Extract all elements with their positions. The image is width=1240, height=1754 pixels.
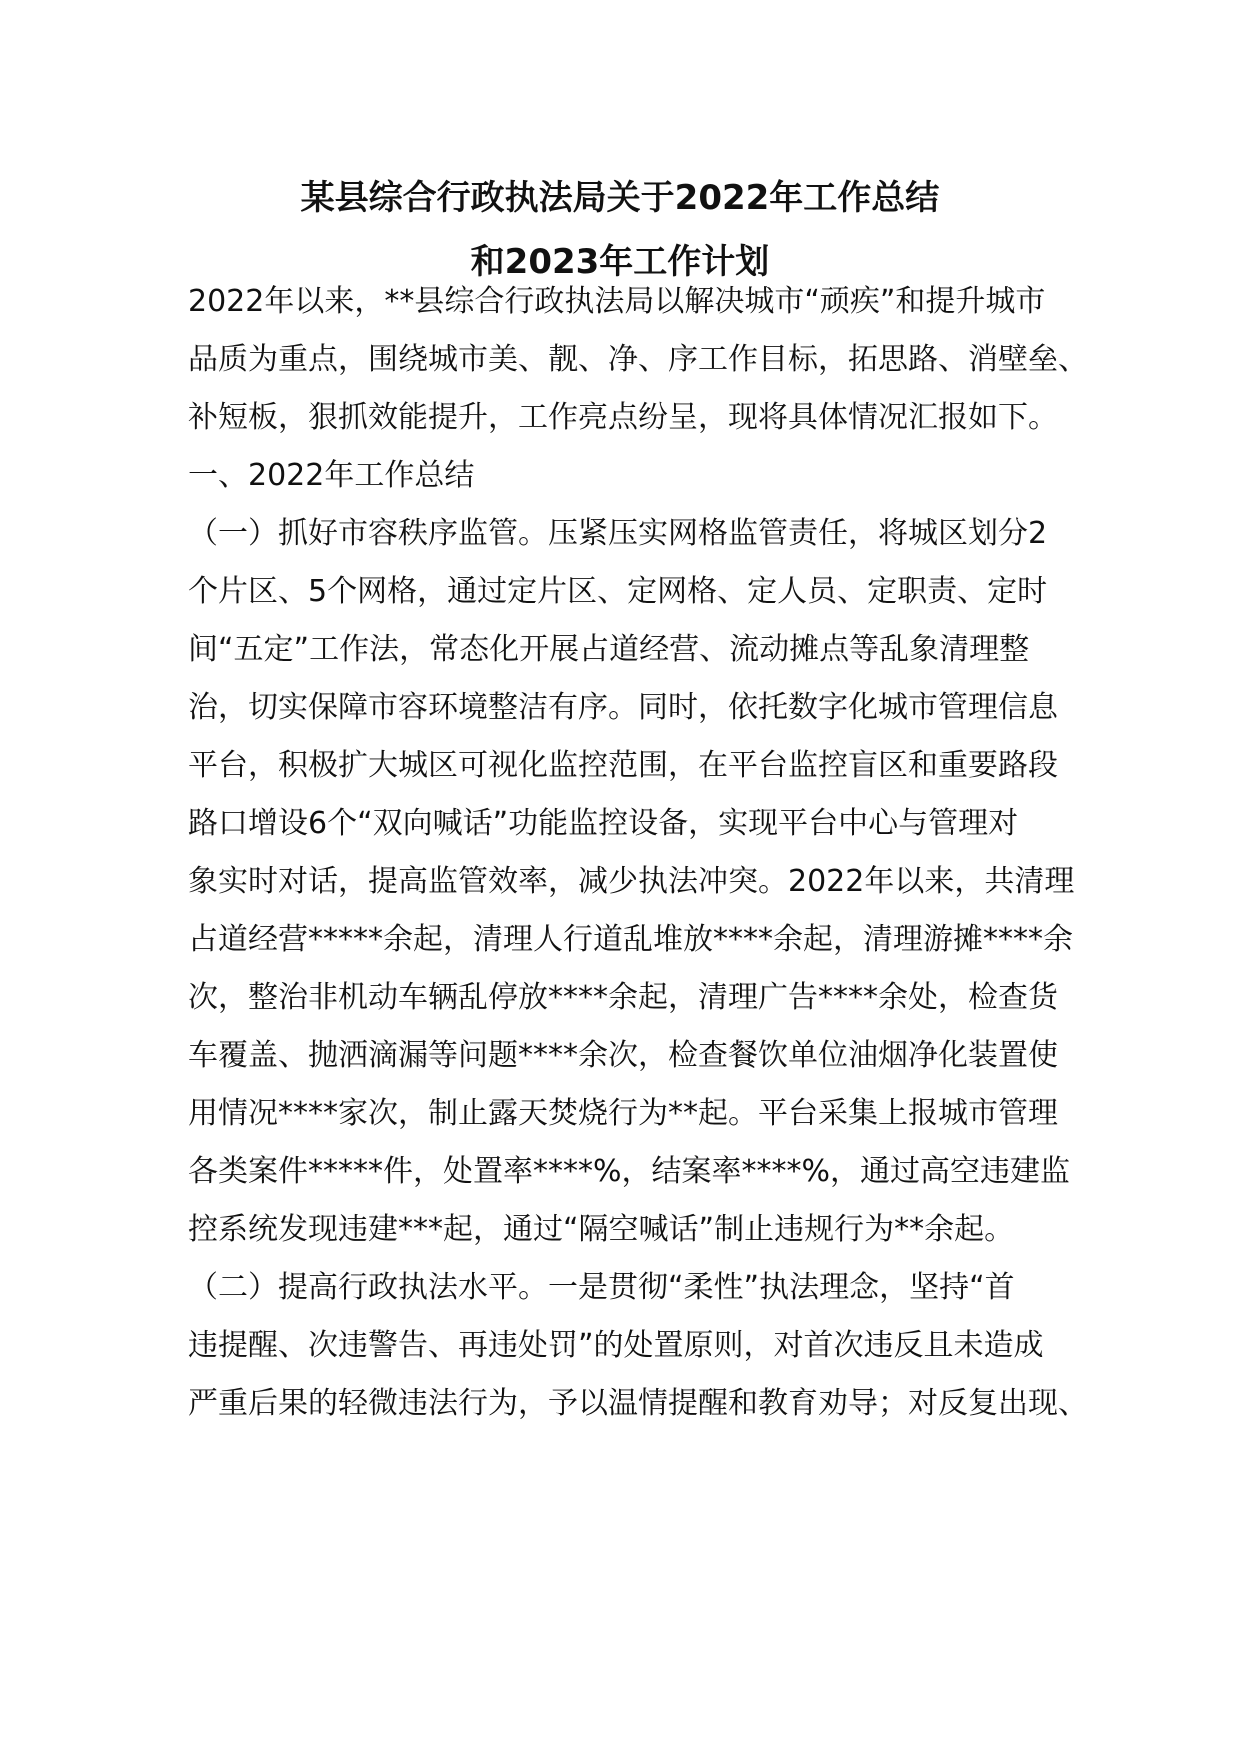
document-title-line-2: 和2023年工作计划 — [470, 242, 770, 282]
body-line: 车覆盖、抛洒滴漏等问题****余次，检查餐饮单位油烟净化装置使 — [188, 1038, 1058, 1073]
body-line: 间“五定”工作法，常态化开展占道经营、流动摊点等乱象清理整 — [188, 632, 1030, 667]
section-heading: 一、2022年工作总结 — [188, 458, 475, 493]
body-line: 象实时对话，提高监管效率，减少执法冲突。2022年以来，共清理 — [188, 864, 1075, 899]
body-line: 补短板，狠抓效能提升，工作亮点纷呈，现将具体情况汇报如下。 — [188, 400, 1058, 435]
body-line: 平台，积极扩大城区可视化监控范围，在平台监控盲区和重要路段 — [188, 748, 1058, 783]
body-line: 严重后果的轻微违法行为，予以温情提醒和教育劝导；对反复出现、 — [188, 1386, 1088, 1421]
body-line: 用情况****家次，制止露天焚烧行为**起。平台采集上报城市管理 — [188, 1096, 1058, 1131]
body-line: 路口增设6个“双向喊话”功能监控设备，实现平台中心与管理对 — [188, 806, 1019, 841]
body-line: （一）抓好市容秩序监管。压紧压实网格监管责任，将城区划分2 — [188, 516, 1048, 551]
body-line: 违提醒、次违警告、再违处罚”的处置原则，对首次违反且未造成 — [188, 1328, 1044, 1363]
document-title-line-1: 某县综合行政执法局关于2022年工作总结 — [300, 178, 940, 218]
body-line: 个片区、5个网格，通过定片区、定网格、定人员、定职责、定时 — [188, 574, 1048, 609]
body-line: 控系统发现违建***起，通过“隔空喊话”制止违规行为**余起。 — [188, 1212, 1015, 1247]
body-line: 治，切实保障市容环境整洁有序。同时，依托数字化城市管理信息 — [188, 690, 1058, 725]
body-line: 各类案件*****件，处置率****%，结案率****%，通过高空违建监 — [188, 1154, 1071, 1189]
body-line: 品质为重点，围绕城市美、靓、净、序工作目标，拓思路、消壁垒、 — [188, 342, 1088, 377]
body-line: 2022年以来，**县综合行政执法局以解决城市“顽疾”和提升城市 — [188, 284, 1046, 319]
body-line: （二）提高行政执法水平。一是贯彻“柔性”执法理念，坚持“首 — [188, 1270, 1015, 1305]
body-line: 次，整治非机动车辆乱停放****余起，清理广告****余处，检查货 — [188, 980, 1058, 1015]
body-line: 占道经营*****余起，清理人行道乱堆放****余起，清理游摊****余 — [188, 922, 1073, 957]
